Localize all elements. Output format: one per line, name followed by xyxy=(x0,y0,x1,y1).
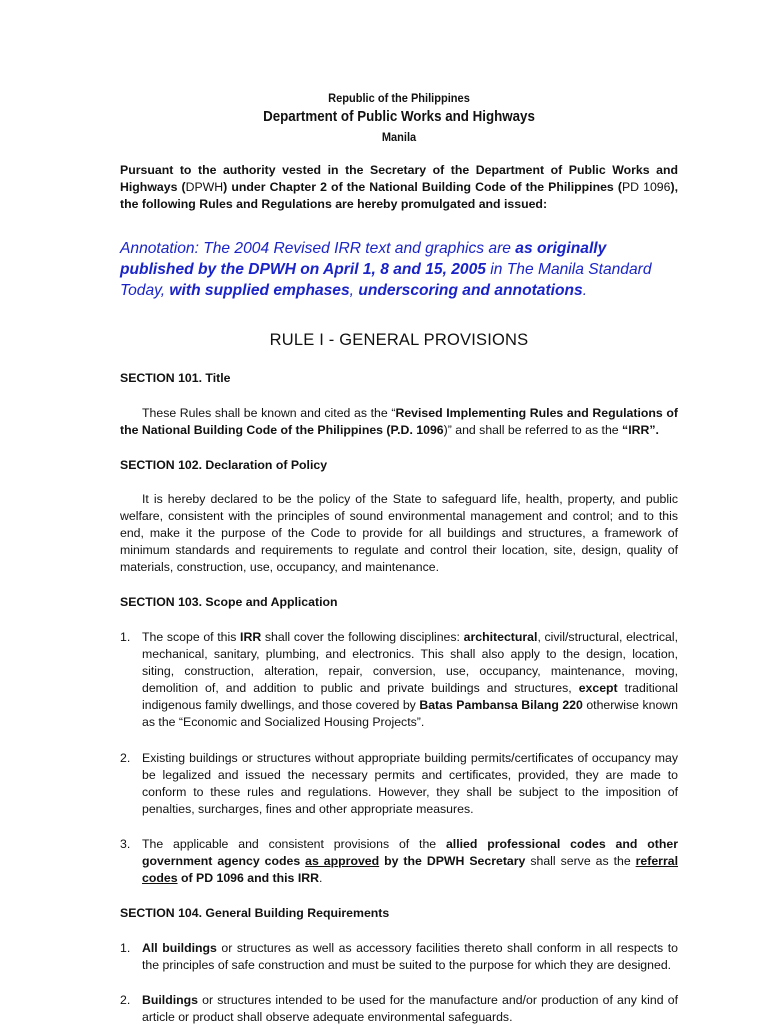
list-item: 1. The scope of this IRR shall cover the following disciplines: architectural, civil/structural, electrical, mechanical, sanitary, plumbing, and electronics. This shall also apply to the design, location, siting, construction, alteration, repair, conversion, use, occupancy, maintenance, moving, demolition of, and addition to public and private buildings and structures, except traditional indigenous family dwellings, and those covered by Batas Pambansa Bilang 220 otherwise known as the “Economic and Socialized Housing Projects”. xyxy=(120,630,679,729)
header-republic: Republic of the Philippines xyxy=(328,91,470,105)
header-department: Department of Public Works and Highways xyxy=(263,109,535,125)
annotation-note: Annotation: The 2004 Revised IRR text and graphics are as originally published by the DPWH on April 1, 8 and 15, 2005 in The Manila Standard Today, with supplied emphases, underscoring and annotations. xyxy=(120,240,652,299)
section-102-text: It is hereby declared to be the policy of the State to safeguard life, health, property, and public welfare, consistent with the principles of sound environmental management and control; and to this end, make it the purpose of the Code to provide for all buildings and structures, a framework of minimum standards and requirements to regulate and control their location, site, design, quality of materials, construction, use, occupancy, and maintenance. xyxy=(120,492,678,574)
section-103-heading: SECTION 103. Scope and Application xyxy=(120,595,338,609)
list-item: 1. All buildings or structures as well as accessory facilities thereto shall conform in all respects to the principles of safe construction and must be suited to the purpose for which they are designed. xyxy=(120,941,678,972)
list-item: 2. Buildings or structures intended to be used for the manufacture and/or production of any kind of article or product shall observe adequate environmental safeguards. xyxy=(120,993,678,1024)
list-item: 3. The applicable and consistent provisions of the allied professional codes and other government agency codes as approved by the DPWH Secretary shall serve as the referral codes of PD 1096 and this IRR. xyxy=(120,837,679,885)
section-104-heading: SECTION 104. General Building Requirements xyxy=(120,906,390,920)
section-101-heading: SECTION 101. Title xyxy=(120,371,231,385)
section-101-text: These Rules shall be known and cited as the “Revised Implementing Rules and Regulations of the National Building Code of the Philippines (P.D. 1096)” and shall be referred to as the “IRR”. xyxy=(120,406,678,437)
list-item: 2. Existing buildings or structures without appropriate building permits/certificates of occupancy may be legalized and issued the necessary permits and certificates, provided, they are made to conform to these rules and regulations. However, they shall be subject to the imposition of penalties, surcharges, fines and other appropriate measures. xyxy=(120,751,678,816)
rule-title: RULE I - GENERAL PROVISIONS xyxy=(269,331,529,349)
section-102-heading: SECTION 102. Declaration of Policy xyxy=(120,458,328,472)
header-city: Manila xyxy=(381,130,417,144)
preamble: Pursuant to the authority vested in the Secretary of the Department of Public Works and Highways (DPWH) under Chapter 2 of the National Building Code of the Philippines (PD 1096), the following Rules and Regulations are hereby promulgated and issued: xyxy=(120,163,678,211)
